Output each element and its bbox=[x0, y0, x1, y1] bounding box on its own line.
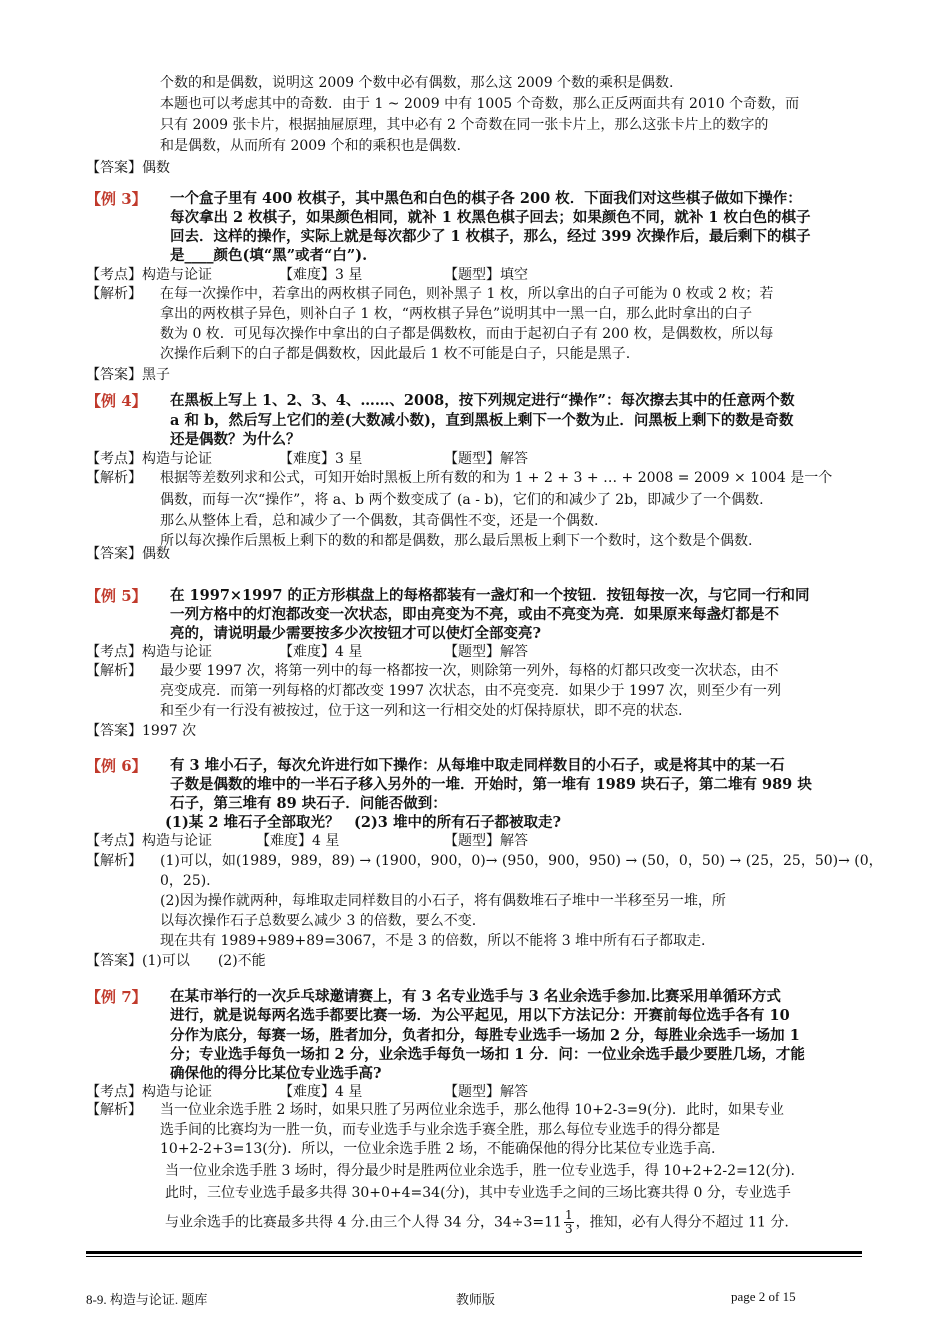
footer-center: 教师版 bbox=[456, 1292, 496, 1307]
answer-label: 【答案】 bbox=[86, 546, 142, 562]
tixing-label: 【题型】 bbox=[444, 1084, 500, 1100]
answer-text: 1997 次 bbox=[142, 723, 197, 739]
answer-text: 偶数 bbox=[142, 160, 170, 176]
nandu-field bbox=[279, 643, 362, 661]
kaodian-value: 构造与论证 bbox=[142, 451, 212, 467]
question-line: 有 3 堆小石子，每次允许进行如下操作：从每堆中取走同样数目的小石子，或是将其中的某一石 bbox=[170, 757, 785, 774]
analysis-line: 和至少有一行没有被按过，位于这一列和这一行相交处的灯保持原状，即不亮的状态. bbox=[160, 703, 683, 719]
tixing-field bbox=[444, 1083, 528, 1101]
answer-label: 【答案】 bbox=[86, 953, 142, 969]
meta-row bbox=[86, 832, 528, 850]
meta-row bbox=[86, 1083, 528, 1101]
kaodian-label: 【考点】 bbox=[86, 451, 142, 467]
tixing-label: 【题型】 bbox=[444, 644, 500, 660]
tixing-field bbox=[444, 450, 528, 468]
answer-text: 黑子 bbox=[142, 367, 170, 383]
answer-text: 偶数 bbox=[142, 546, 170, 562]
kaodian-label: 【考点】 bbox=[86, 1084, 142, 1100]
question-line: 在黑板上写上 1、2、3、4、……、2008，按下列规定进行“操作”：每次擦去其中的任意两个数 bbox=[170, 392, 795, 409]
analysis-line: (2)因为操作就两种，每堆取走同样数目的小石子，将有偶数堆石子堆中一半移至另一堆，所 bbox=[160, 893, 726, 909]
analysis-line: 10+2-2+3=13(分)．所以，一位业余选手胜 2 场，不能确保他的得分比某位专业选手高. bbox=[160, 1141, 716, 1157]
tixing-value: 解答 bbox=[500, 833, 528, 849]
question-line: 回去．这样的操作，实际上就是每次都少了 1 枚棋子，那么，经过 399 次操作后，最后剩下的棋子 bbox=[170, 228, 811, 245]
tixing-label: 【题型】 bbox=[444, 833, 500, 849]
analysis-line: (1)可以，如(1989，989，89) → (1900，900，0)→ (950，900，950) → (50，0，50) → (25，25，50)→ (0， bbox=[160, 853, 883, 869]
tixing-value: 填空 bbox=[500, 267, 528, 283]
example-7-label: 【例 7】 bbox=[86, 988, 147, 1006]
question-line: 一列方格中的灯泡都改变一次状态，即由亮变为不亮，或由不亮变为亮．如果原来每盏灯都是不 bbox=[170, 606, 779, 623]
question-line: 确保他的得分比某位专业选手高? bbox=[170, 1065, 382, 1082]
analysis-label: 【解析】 bbox=[86, 286, 142, 302]
example-5-label: 【例 5】 bbox=[86, 587, 147, 605]
kaodian-label: 【考点】 bbox=[86, 833, 142, 849]
tixing-field bbox=[444, 266, 528, 284]
nandu-label: 【难度】 bbox=[279, 1084, 335, 1100]
answer-row bbox=[86, 722, 196, 740]
nandu-field bbox=[279, 1083, 362, 1101]
nandu-label: 【难度】 bbox=[279, 451, 335, 467]
tixing-value: 解答 bbox=[500, 644, 528, 660]
tixing-label: 【题型】 bbox=[444, 451, 500, 467]
question-line: (1)某 2 堆石子全部取光？ (2)3 堆中的所有石子都被取走? bbox=[165, 814, 561, 831]
fraction bbox=[564, 1209, 574, 1236]
question-line: 进行，就是说每两名选手都要比赛一场．为公平起见，用以下方法记分：开赛前每位选手各有 10 bbox=[170, 1007, 790, 1024]
analysis-line: 当一位业余选手胜 2 场时，如果只胜了另两位业余选手，那么他得 10+2-3=9(分)．此时，如果专业 bbox=[160, 1102, 784, 1118]
nandu-value: 3 星 bbox=[335, 451, 363, 467]
fraction-denominator: 3 bbox=[564, 1222, 573, 1236]
question-line: 一个盒子里有 400 枚棋子，其中黑色和白色的棋子各 200 枚．下面我们对这些棋子做如下操作： bbox=[170, 190, 802, 207]
question-line: 分作为底分，每赛一场，胜者加分，负者扣分，每胜专业选手一场加 2 分，每胜业余选手一场加 1 bbox=[170, 1027, 800, 1044]
question-line: 在 1997×1997 的正方形棋盘上的每格都装有一盏灯和一个按钮．按钮每按一次，与它同一行和同 bbox=[170, 587, 810, 604]
example-3-label: 【例 3】 bbox=[86, 190, 147, 208]
analysis-line: 根据等差数列求和公式，可知开始时黑板上所有数的和为 1 + 2 + 3 + … + 2008 = 2009 × 1004 是一个 bbox=[160, 470, 833, 486]
analysis-line: 拿出的两枚棋子异色，则补白子 1 枚，“两枚棋子异色”说明其中一黑一白，那么此时拿出的白子 bbox=[160, 306, 753, 322]
meta-row bbox=[86, 643, 528, 661]
nandu-value: 3 星 bbox=[335, 267, 363, 283]
kaodian-label: 【考点】 bbox=[86, 267, 142, 283]
nandu-label: 【难度】 bbox=[279, 267, 335, 283]
analysis-line: 所以每次操作后黑板上剩下的数的和都是偶数，那么最后黑板上剩下一个数时，这个数是个偶数. bbox=[160, 533, 753, 549]
question-line: 亮的，请说明最少需要按多少次按钮才可以使灯全部变亮? bbox=[170, 625, 541, 642]
analysis-label: 【解析】 bbox=[86, 853, 142, 869]
question-line: 石子，第三堆有 89 块石子．问能否做到： bbox=[170, 795, 447, 812]
analysis-line: 现在共有 1989+989+89=3067，不是 3 的倍数，所以不能将 3 堆中所有石子都取走. bbox=[160, 933, 706, 949]
question-line: 每次拿出 2 枚棋子，如果颜色相同，就补 1 枚黑色棋子回去；如果颜色不同，就补 1 枚白色的棋子 bbox=[170, 209, 811, 226]
fraction-numerator: 1 bbox=[564, 1208, 573, 1222]
example-4-label: 【例 4】 bbox=[86, 392, 147, 410]
nandu-value: 4 星 bbox=[335, 644, 363, 660]
analysis-line: 亮变成亮．而第一列每格的灯都改变 1997 次状态，由不亮变亮．如果少于 1997 次，则至少有一列 bbox=[160, 683, 782, 699]
intro-line: 个数的和是偶数，说明这 2009 个数中必有偶数，那么这 2009 个数的乘积是偶数. bbox=[160, 75, 674, 91]
answer-row bbox=[86, 545, 170, 563]
nandu-label: 【难度】 bbox=[256, 833, 312, 849]
answer-text: (1)可以 (2)不能 bbox=[142, 953, 266, 969]
analysis-line: 最少要 1997 次，将第一列中的每一格都按一次，则除第一列外，每格的灯都只改变一次状态，由不 bbox=[160, 663, 779, 679]
analysis-line: 选手间的比赛均为一胜一负，而专业选手与业余选手赛全胜，那么每位专业选手的得分都是 bbox=[160, 1122, 720, 1138]
kaodian-value: 构造与论证 bbox=[142, 833, 212, 849]
footer-rule-thick bbox=[86, 1251, 862, 1254]
tixing-field bbox=[444, 643, 528, 661]
question-line: 子数是偶数的堆中的一半石子移入另外的一堆．开始时，第一堆有 1989 块石子，第二堆有 989 块 bbox=[170, 776, 812, 793]
nandu-field bbox=[279, 266, 362, 284]
question-line: 在某市举行的一次乒乓球邀请赛上，有 3 名专业选手与 3 名业余选手参加.比赛采用单循环方式 bbox=[170, 988, 781, 1005]
nandu-label: 【难度】 bbox=[279, 644, 335, 660]
analysis-line: 数为 0 枚．可见每次操作中拿出的白子都是偶数枚，而由于起初白子有 200 枚，是偶数枚，所以每 bbox=[160, 326, 774, 342]
analysis-line: 0，25). bbox=[160, 873, 211, 889]
intro-line: 只有 2009 张卡片，根据抽屉原理，其中必有 2 个奇数在同一张卡片上，那么这张卡片上的数字的 bbox=[160, 117, 769, 133]
analysis-label: 【解析】 bbox=[86, 470, 142, 486]
analysis-line-with-fraction bbox=[165, 1209, 789, 1236]
intro-answer bbox=[86, 159, 170, 177]
kaodian-label: 【考点】 bbox=[86, 644, 142, 660]
tixing-value: 解答 bbox=[500, 1084, 528, 1100]
analysis-line: 以每次操作石子总数要么减少 3 的倍数，要么不变. bbox=[160, 913, 477, 929]
analysis-label: 【解析】 bbox=[86, 663, 142, 679]
example-6-label: 【例 6】 bbox=[86, 757, 147, 775]
question-line: 还是偶数？为什么？ bbox=[170, 431, 301, 448]
analysis-line: 次操作后剩下的白子都是偶数枚，因此最后 1 枚不可能是白子，只能是黑子. bbox=[160, 346, 631, 362]
intro-line: 和是偶数，从而所有 2009 个和的乘积也是偶数. bbox=[160, 138, 461, 154]
tixing-value: 解答 bbox=[500, 451, 528, 467]
intro-line: 本题也可以考虑其中的奇数．由于 1 ~ 2009 中有 1005 个奇数，那么正反两面共有 2010 个奇数，而 bbox=[160, 96, 800, 112]
analysis-label: 【解析】 bbox=[86, 1102, 142, 1118]
answer-label: 【答案】 bbox=[86, 723, 142, 739]
answer-label: 【答案】 bbox=[86, 160, 142, 176]
kaodian-value: 构造与论证 bbox=[142, 644, 212, 660]
question-line: 是____颜色(填“黑”或者“白”). bbox=[170, 247, 368, 264]
question-line: 分；专业选手每负一场扣 2 分，业余选手每负一场扣 1 分．问：一位业余选手最少要胜几场，才能 bbox=[170, 1046, 805, 1063]
answer-row bbox=[86, 952, 266, 970]
analysis-line: 偶数，而每一次“操作”，将 a、b 两个数变成了 (a - b)，它们的和减少了 2b，即减少了一个偶数. bbox=[160, 492, 764, 508]
nandu-value: 4 星 bbox=[335, 1084, 363, 1100]
kaodian-value: 构造与论证 bbox=[142, 1084, 212, 1100]
answer-label: 【答案】 bbox=[86, 367, 142, 383]
kaodian-value: 构造与论证 bbox=[142, 267, 212, 283]
footer-left: 8-9. 构造与论证. 题库 bbox=[86, 1292, 208, 1307]
analysis-text: 与业余选手的比赛最多共得 4 分.由三个人得 34 分，34÷3=11 bbox=[165, 1214, 562, 1231]
page-number: page 2 of 15 bbox=[731, 1289, 796, 1304]
answer-row bbox=[86, 366, 170, 384]
analysis-text: ，推知，必有人得分不超过 11 分. bbox=[575, 1214, 789, 1231]
meta-row bbox=[86, 266, 528, 284]
analysis-line: 当一位业余选手胜 3 场时，得分最少时是胜两位业余选手，胜一位专业选手，得 10+2+2-2=12(分). bbox=[165, 1163, 795, 1179]
nandu-field bbox=[256, 832, 339, 850]
analysis-line: 在每一次操作中，若拿出的两枚棋子同色，则补黑子 1 枚，所以拿出的白子可能为 0 枚或 2 枚；若 bbox=[160, 286, 774, 302]
analysis-line: 那么从整体上看，总和减少了一个偶数，其奇偶性不变，还是一个偶数. bbox=[160, 513, 599, 529]
tixing-field bbox=[444, 832, 528, 850]
meta-row bbox=[86, 450, 528, 468]
footer-rule-thin bbox=[86, 1256, 862, 1257]
analysis-line: 此时，三位专业选手最多共得 30+0+4=34(分)，其中专业选手之间的三场比赛共得 0 分，专业选手 bbox=[165, 1185, 791, 1201]
nandu-field bbox=[279, 450, 362, 468]
question-line: a 和 b，然后写上它们的差(大数减小数)，直到黑板上剩下一个数为止．问黑板上剩下的数是奇数 bbox=[170, 412, 794, 429]
tixing-label: 【题型】 bbox=[444, 267, 500, 283]
nandu-value: 4 星 bbox=[312, 833, 340, 849]
